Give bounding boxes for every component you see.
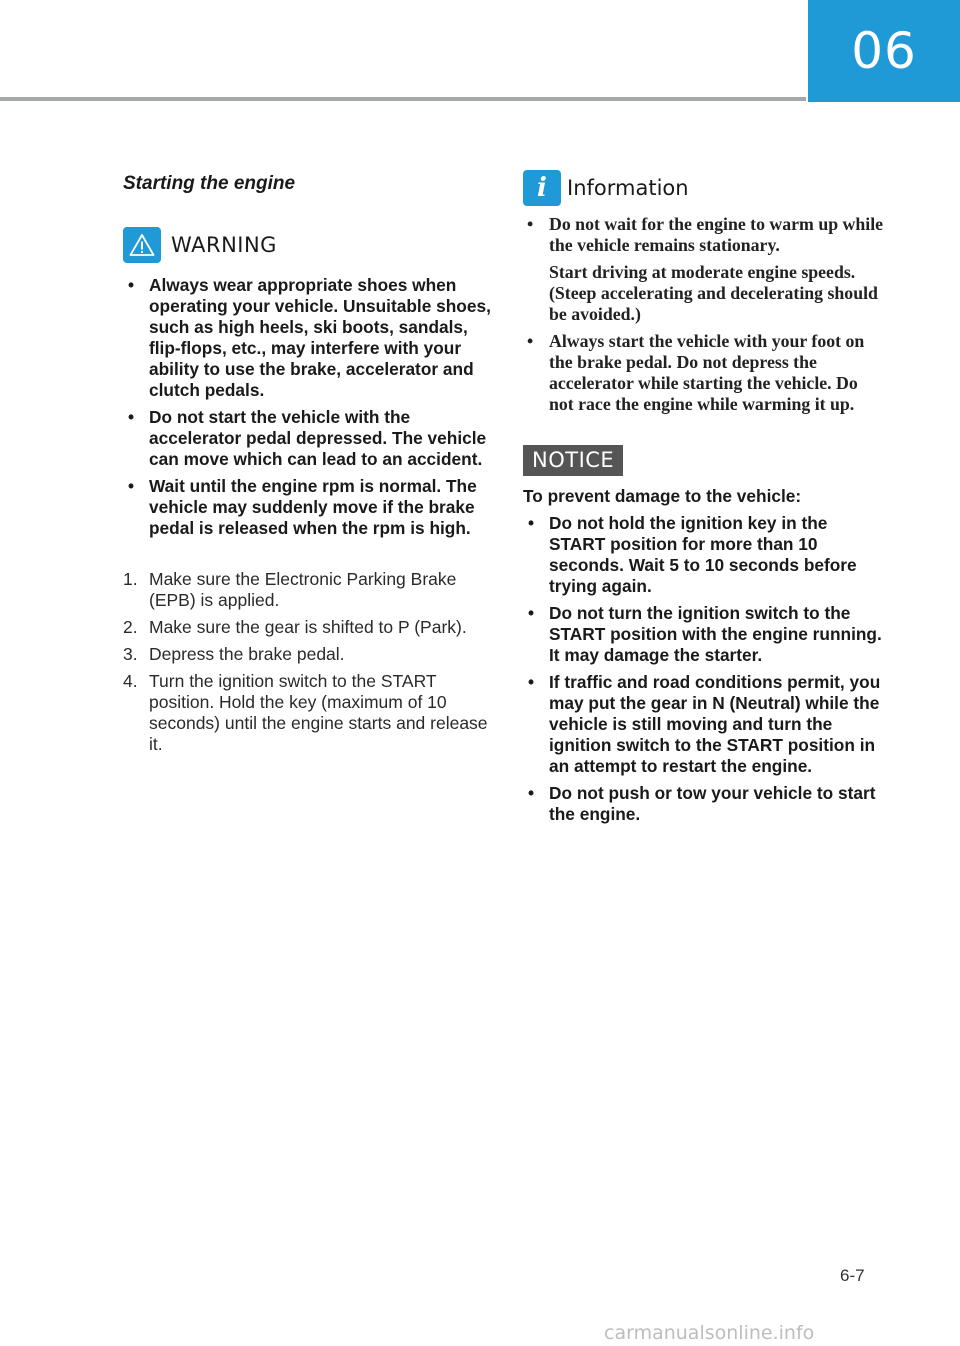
warning-triangle-icon xyxy=(123,227,161,263)
step-text: Turn the ignition switch to the START position. Hold the key (maximum of 10 seconds) until the engine starts and release it. xyxy=(149,671,488,754)
step-text: Make sure the gear is shifted to P (Park). xyxy=(149,617,467,637)
section-title: Starting the engine xyxy=(123,173,296,194)
information-item-text: Always start the vehicle with your foot on the brake pedal. Do not depress the accelerator while starting the vehicle. Do not race the engine while warming it up. xyxy=(549,331,865,414)
chapter-tab xyxy=(808,0,960,102)
steps-list xyxy=(123,569,493,755)
step-item xyxy=(123,617,493,638)
step-number: 3. xyxy=(123,644,138,664)
information-header xyxy=(523,170,885,206)
step-item xyxy=(123,671,493,755)
information-item-subtext: Start driving at moderate engine speeds. (Steep accelerating and decelerating should be avoided.) xyxy=(549,262,878,324)
chapter-number: 06 xyxy=(851,22,917,80)
notice-item: • Do not push or tow your vehicle to start the engine. xyxy=(523,783,885,825)
notice-item: • If traffic and road conditions permit, you may put the gear in N (Neutral) while the vehicle is still moving and turn the ignition switch to the START position in an attempt to restart the engine. xyxy=(523,672,885,777)
right-column xyxy=(523,170,885,831)
step-text: Depress the brake pedal. xyxy=(149,644,345,664)
information-item-text: Do not wait for the engine to warm up while the vehicle remains stationary. xyxy=(549,214,884,255)
info-icon: i xyxy=(523,170,561,206)
information-item xyxy=(523,331,885,415)
watermark: carmanualsonline.info xyxy=(604,1322,815,1344)
warning-item: • Do not start the vehicle with the accelerator pedal depressed. The vehicle can move which can lead to an accident. xyxy=(123,407,493,470)
step-number: 2. xyxy=(123,617,138,637)
page-number: 6-7 xyxy=(840,1266,865,1285)
notice-intro: To prevent damage to the vehicle: xyxy=(523,486,802,506)
step-text: Make sure the Electronic Parking Brake (EPB) is applied. xyxy=(149,569,457,610)
warning-item: • Wait until the engine rpm is normal. The vehicle may suddenly move if the brake pedal is released when the rpm is high. xyxy=(123,476,493,539)
step-number: 4. xyxy=(123,671,138,691)
step-item xyxy=(123,569,493,611)
warning-item: • Always wear appropriate shoes when operating your vehicle. Unsuitable shoes, such as high heels, ski boots, sandals, flip-flops, etc., may interfere with your ability to use the brake, accelerator and clutch pedals. xyxy=(123,275,493,401)
information-item xyxy=(523,214,885,325)
notice-badge: NOTICE xyxy=(523,445,623,476)
step-item xyxy=(123,644,493,665)
notice-item: • Do not turn the ignition switch to the START position with the engine running. It may damage the starter. xyxy=(523,603,885,666)
header-rule xyxy=(0,97,806,101)
information-list xyxy=(523,214,885,415)
warning-list xyxy=(123,275,493,539)
step-number: 1. xyxy=(123,569,138,589)
notice-list xyxy=(523,513,885,825)
warning-header xyxy=(123,227,493,263)
notice-item: • Do not hold the ignition key in the START position for more than 10 seconds. Wait 5 to 10 seconds before trying again. xyxy=(523,513,885,597)
left-column xyxy=(123,170,493,761)
information-label: Information xyxy=(567,176,689,200)
warning-label: WARNING xyxy=(171,233,277,257)
